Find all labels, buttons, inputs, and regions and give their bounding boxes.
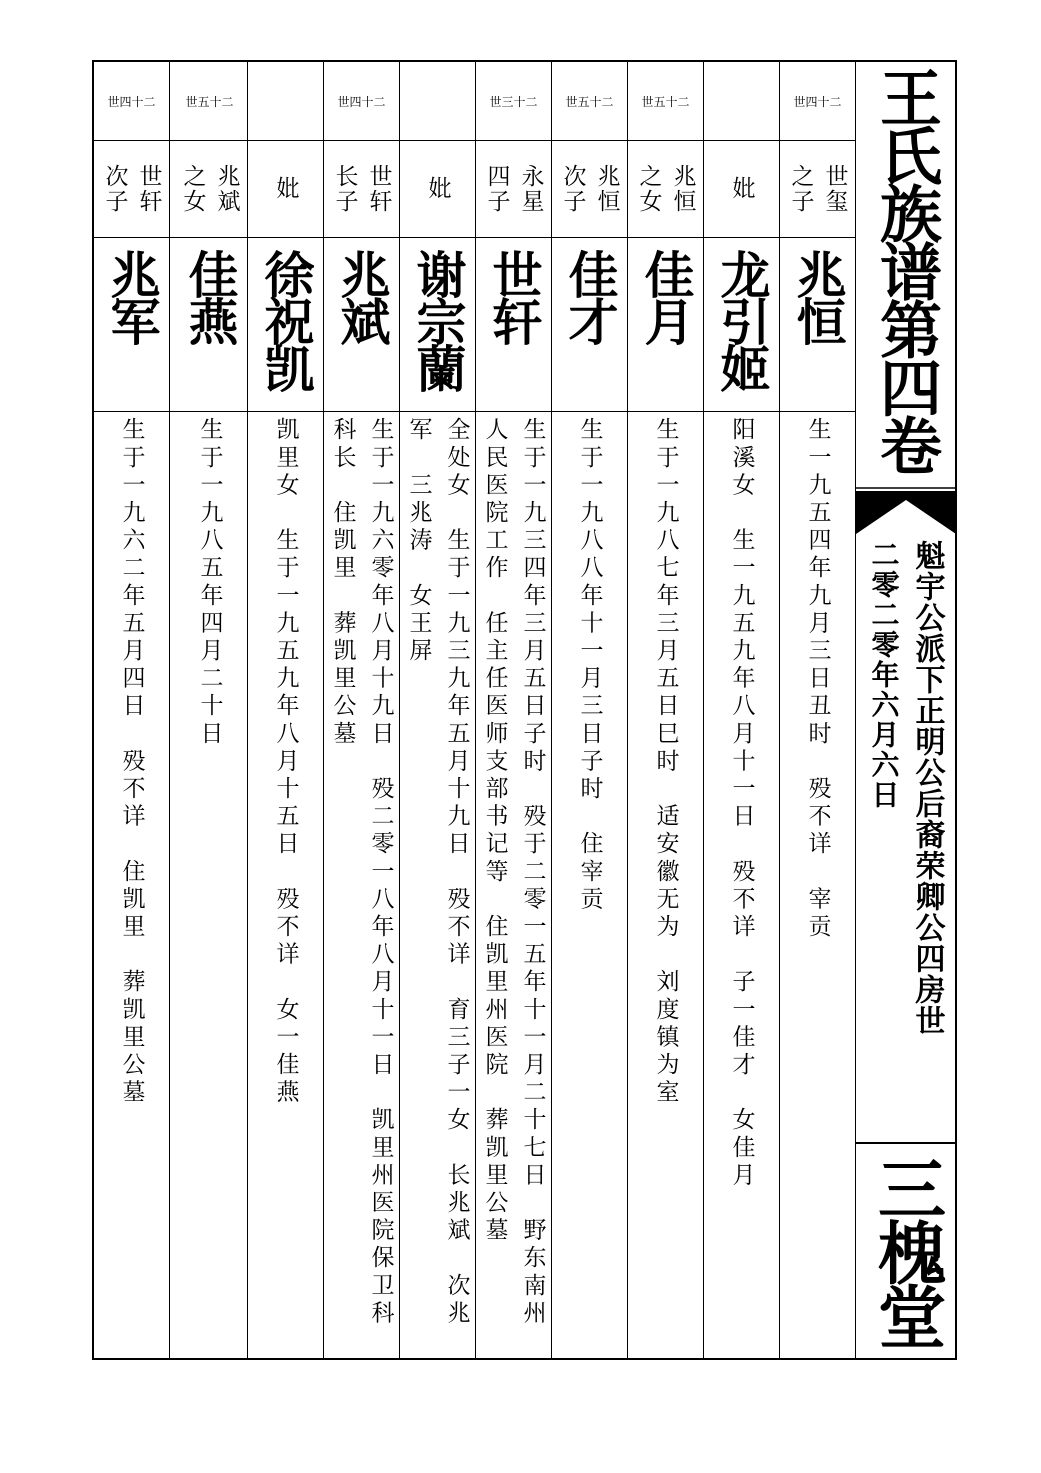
person-name: 世轩 [484,249,543,343]
detail-line: 人民医院工作 任主任医师支部书记等 住凯里州医院 葬凯里公墓 [481,417,508,1245]
entry-column-5 [476,62,552,1358]
detail-line: 生于一九六零年八月十九日 殁二零一八年八月十一日 凯里州医院保卫科 [367,417,394,1328]
relation-role: 妣 [424,176,451,201]
generation-label: 世五十二 [565,94,614,109]
relation-parent: 永星 [517,163,544,214]
title-column [856,62,955,1358]
person-name: 佳才 [560,249,619,343]
detail-line: 生于一九八五年四月二十日 [196,417,223,749]
branch-lineage: 魁宇公派下正明公后裔荣卿公四房世 [909,540,945,1036]
compile-date: 二零二零年六月六日 [867,540,901,810]
detail-line: 全处女 生于一九三九年五月十九日 殁不详 育三子一女 长兆斌 次兆 [443,417,470,1328]
detail-line: 生于一九六二年五月四日 殁不详 住凯里 葬凯里公墓 [118,417,145,1107]
detail-line: 凯里女 生于一九五九年八月十五日 殁不详 女一佳燕 [272,417,299,1107]
entry-column-2 [704,62,780,1358]
entry-column-7 [324,62,400,1358]
person-name: 龙引姬 [712,249,771,390]
hall-divider [856,1142,955,1144]
person-name: 佳燕 [180,249,239,343]
generation-label: 世四十二 [793,94,842,109]
detail-line: 生于一九三四年三月五日子时 殁于二零一五年十一月二十七日 野东南州 [519,417,546,1328]
relation-role: 次子 [559,163,586,214]
detail-line: 生一九五四年九月三日丑时 殁不详 宰贡 [804,417,831,942]
relation-parent: 世轩 [135,163,162,214]
relation-role: 妣 [272,176,299,201]
relation-role: 长子 [331,163,358,214]
book-title: 王氏族谱第四卷 [869,66,943,472]
relation-parent: 兆恒 [669,163,696,214]
person-name: 徐祝凯 [256,249,315,390]
detail-line: 生于一九八七年三月五日巳时 适安徽无为 刘度镇为室 [652,417,679,1107]
entry-column-6 [400,62,476,1358]
detail-line: 军 三兆涛 女王屏 [405,417,432,666]
entry-column-1 [780,62,856,1358]
generation-label: 世五十二 [185,94,234,109]
relation-role: 妣 [728,176,755,201]
person-name: 兆斌 [332,249,391,343]
detail-line: 生于一九八八年十一月三日子时 住宰贡 [576,417,603,914]
generation-label: 世五十二 [641,94,690,109]
relation-parent: 兆斌 [213,163,240,214]
person-name: 谢宗蘭 [408,249,467,390]
relation-role: 之女 [635,163,662,214]
detail-line: 阳溪女 生一九五九年八月十一日 殁不详 子一佳才 女佳月 [728,417,755,1190]
entry-column-10 [94,62,170,1358]
relation-role: 四子 [483,163,510,214]
relation-parent: 世轩 [365,163,392,214]
genealogy-page-frame [92,60,957,1360]
entry-column-9 [172,62,248,1358]
generation-label: 世四十二 [337,94,386,109]
relation-role: 次子 [101,163,128,214]
fishtail-ornament [856,486,956,536]
hall-name: 三槐堂 [866,1154,946,1346]
relation-parent: 兆恒 [593,163,620,214]
generation-label: 世三十二 [489,94,538,109]
entry-column-8 [248,62,324,1358]
entry-column-4 [552,62,628,1358]
detail-line: 科长 住凯里 葬凯里公墓 [329,417,356,749]
generation-label: 世四十二 [107,94,156,109]
relation-role: 之子 [787,163,814,214]
person-name: 佳月 [636,249,695,343]
entry-column-3 [628,62,704,1358]
relation-parent: 世玺 [821,163,848,214]
relation-role: 之女 [179,163,206,214]
person-name: 兆军 [102,249,161,343]
person-name: 兆恒 [788,249,847,343]
